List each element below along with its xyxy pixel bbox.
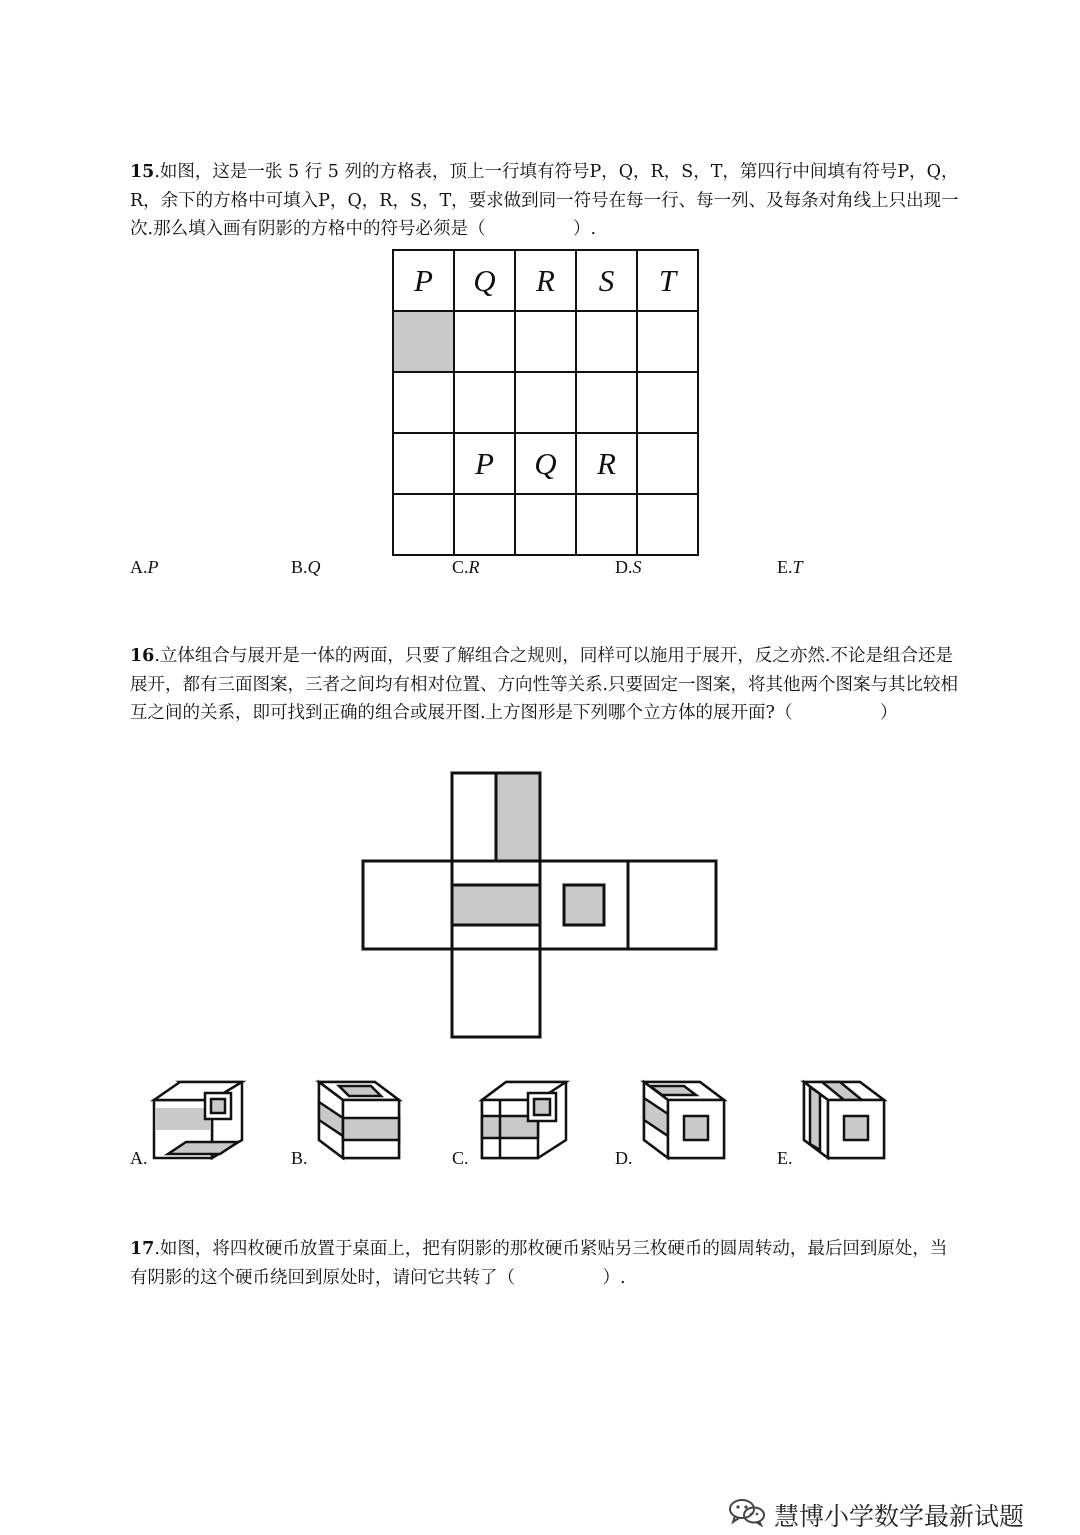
q15-option-c: C.R <box>452 557 480 577</box>
grid-cell <box>637 311 698 372</box>
cube-net-diagram <box>355 765 725 1045</box>
grid-cell <box>454 311 515 372</box>
q16-option-d-label: D. <box>615 1148 633 1168</box>
question-16-text <box>130 642 960 728</box>
grid-cell: T <box>637 250 698 311</box>
grid-row <box>393 250 698 311</box>
net-face-bottom <box>452 949 540 1037</box>
net-face-right <box>628 861 716 949</box>
grid-row <box>393 433 698 494</box>
question-15-body: .如图，这是一张 5 行 5 列的方格表，顶上一行填有符号P，Q，R，S，T，第四行中间填有符号P，Q，R，余下的方格中可填入P，Q，R，S，T，要求做到同一符号在每一行、每一列、及每条对角线上只出现一次.那么填入画有阴影的方格中的符号必须是（ ）. <box>130 162 959 239</box>
grid-cell <box>515 311 576 372</box>
question-15-text <box>130 158 960 244</box>
grid-cell: R <box>576 433 637 494</box>
grid-cell: R <box>515 250 576 311</box>
net-inner-square <box>564 885 604 925</box>
q16-option-e-label: E. <box>777 1148 793 1168</box>
q15-option-b: B.Q <box>291 557 321 577</box>
cube-option-b-drawing <box>315 1078 415 1163</box>
grid-cell <box>637 433 698 494</box>
grid-cell: Q <box>454 250 515 311</box>
net-top-shaded-stripe <box>496 773 540 861</box>
question-17-body: .如图，将四枚硬币放置于桌面上，把有阴影的那枚硬币紧贴另三枚硬币的圆周转动，最后回到原处，当有阴影的这个硬币绕回到原处时，请问它共转了（ ）. <box>130 1239 948 1288</box>
q15-option-d: D.S <box>615 557 642 577</box>
grid-cell: Q <box>515 433 576 494</box>
q16-option-b-label: B. <box>291 1148 308 1168</box>
grid-cell: P <box>393 250 454 311</box>
question-16-body: .立体组合与展开是一体的两面，只要了解组合之规则，同样可以施用于展开，反之亦然.不论是组合还是展开，都有三面图案，三者之间均有相对位置、方向性等关系.只要固定一图案，将其他两个图案与其比较相互之间的关系，即可找到正确的组合或展开图.上方图形是下列哪个立方体的展开面?（ ） <box>130 646 959 723</box>
q15-option-a: A.P <box>130 557 159 577</box>
symbol-grid <box>392 249 699 556</box>
grid-cell <box>576 372 637 433</box>
cube-option-d-drawing <box>640 1078 740 1163</box>
q16-option-c-label: C. <box>452 1148 469 1168</box>
net-center-shaded-band <box>452 885 540 925</box>
grid-cell <box>637 372 698 433</box>
net-face-left <box>363 861 452 949</box>
grid-cell <box>515 372 576 433</box>
question-15-number: 15 <box>130 162 155 182</box>
grid-cell: P <box>454 433 515 494</box>
grid-cell <box>637 494 698 555</box>
grid-cell <box>393 372 454 433</box>
grid-cell: S <box>576 250 637 311</box>
grid-row <box>393 311 698 372</box>
grid-cell <box>454 372 515 433</box>
q16-option-a-label: A. <box>130 1148 148 1168</box>
watermark-text: 慧博小学数学最新试题 <box>774 1502 1025 1531</box>
grid-cell <box>393 494 454 555</box>
wechat-icon <box>728 1497 766 1533</box>
cube-option-e-drawing <box>800 1078 900 1163</box>
grid-cell-shaded <box>393 311 454 372</box>
grid-row <box>393 372 698 433</box>
q15-option-e: E.T <box>777 557 803 577</box>
grid-cell <box>576 311 637 372</box>
grid-cell <box>576 494 637 555</box>
grid-cell <box>454 494 515 555</box>
question-16-number: 16 <box>130 646 155 666</box>
grid-row <box>393 494 698 555</box>
cube-option-a-drawing <box>150 1078 250 1163</box>
question-17-text <box>130 1235 960 1292</box>
watermark <box>728 1495 1024 1535</box>
grid-cell <box>515 494 576 555</box>
grid-cell <box>393 433 454 494</box>
question-17-number: 17 <box>130 1239 155 1259</box>
cube-option-c-drawing <box>478 1078 578 1163</box>
